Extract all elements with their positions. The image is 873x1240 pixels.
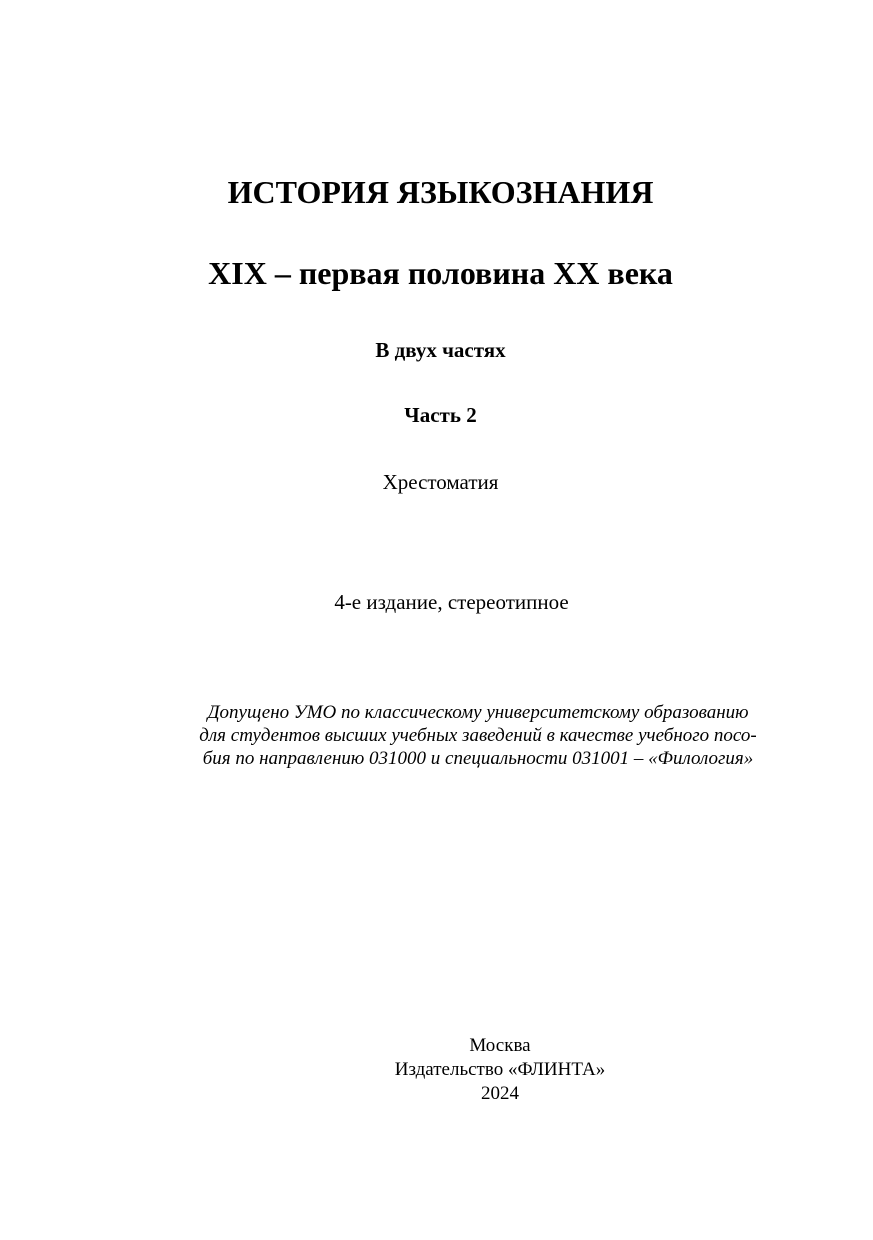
approval-line: для студентов высших учебных заведений в качестве учебного посо- [199,725,757,746]
book-subtitle: XIX – первая половина XX века [208,255,673,291]
approval-line: Допущено УМО по классическому университетскому образованию [207,702,749,723]
imprint-city: Москва [469,1035,531,1056]
imprint [300,1034,700,1106]
approval-statement [168,701,788,770]
genre-label: Хрестоматия [382,470,499,494]
book-title: ИСТОРИЯ ЯЗЫКОЗНАНИЯ [227,174,654,210]
approval-line: бия по направлению 031000 и специальности 031001 – «Филология» [202,748,754,769]
imprint-year: 2024 [481,1083,519,1104]
imprint-publisher: Издательство «ФЛИНТА» [394,1059,606,1080]
edition-label: 4-е издание, стереотипное [334,590,569,614]
parts-note: В двух частях [375,338,506,362]
part-number: Часть 2 [404,403,477,427]
